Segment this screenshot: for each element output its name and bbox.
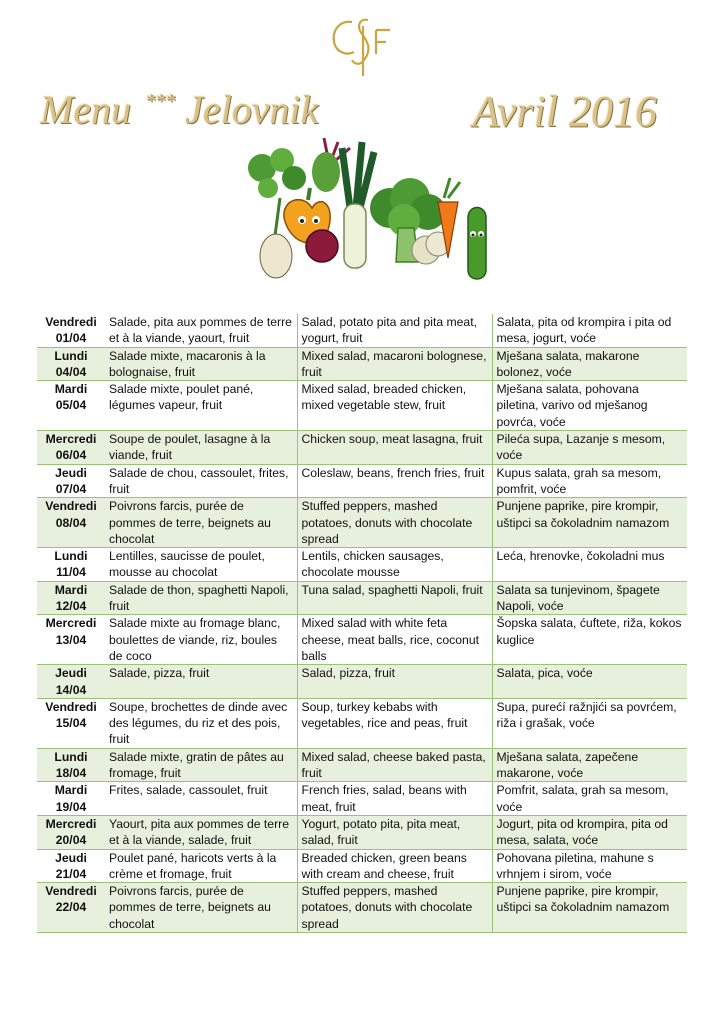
menu-date: 14/04 — [55, 682, 87, 697]
menu-date: 22/04 — [55, 900, 87, 915]
menu-bosnian: Punjene paprike, pire krompir, uštipci sa čokoladnim namazom — [492, 883, 687, 933]
menu-date: 01/04 — [55, 331, 87, 346]
menu-title — [40, 86, 318, 133]
menu-french: Lentilles, saucisse de poulet, mousse au chocolat — [105, 548, 297, 582]
menu-day-cell — [37, 431, 105, 465]
menu-row — [37, 381, 687, 431]
menu-bosnian: Mješana salata, zapečene makarone, voće — [492, 748, 687, 782]
menu-row — [37, 815, 687, 849]
menu-english: Lentils, chicken sausages, chocolate mousse — [297, 548, 492, 582]
menu-day-cell — [37, 381, 105, 431]
menu-date: 06/04 — [55, 448, 87, 463]
menu-french: Salade mixte, poulet pané, légumes vapeur, fruit — [105, 381, 297, 431]
menu-day: Vendredi — [45, 884, 97, 899]
menu-table-body — [37, 314, 687, 932]
menu-french: Salade mixte au fromage blanc, boulettes de viande, riz, boules de coco — [105, 615, 297, 665]
menu-date: 13/04 — [55, 632, 87, 647]
menu-date: 20/04 — [55, 833, 87, 848]
menu-english: Mixed salad, macaroni bolognese, fruit — [297, 347, 492, 381]
menu-french: Frites, salade, cassoulet, fruit — [105, 782, 297, 816]
menu-row — [37, 581, 687, 615]
menu-row — [37, 883, 687, 933]
menu-day: Vendredi — [45, 315, 97, 329]
menu-bosnian: Pileća supa, Lazanje s mesom, voće — [492, 431, 687, 465]
menu-french: Soupe de poulet, lasagne à la viande, fruit — [105, 431, 297, 465]
menu-french: Poulet pané, haricots verts à la crème et fromage, fruit — [105, 849, 297, 883]
menu-english: Stuffed peppers, mashed potatoes, donuts with chocolate spread — [297, 498, 492, 548]
menu-french: Poivrons farcis, purée de pommes de terre, beignets au chocolat — [105, 498, 297, 548]
menu-day-cell — [37, 548, 105, 582]
menu-date: 12/04 — [55, 599, 87, 614]
menu-day-cell — [37, 347, 105, 381]
menu-bosnian: Leća, hrenovke, čokoladni mus — [492, 548, 687, 582]
menu-row — [37, 782, 687, 816]
menu-french: Salade, pizza, fruit — [105, 665, 297, 699]
menu-bosnian: Kupus salata, grah sa mesom, pomfrit, voće — [492, 464, 687, 498]
title-jelovnik: Jelovnik — [185, 87, 319, 132]
menu-english: Salad, potato pita and pita meat, yogurt, fruit — [297, 314, 492, 347]
menu-day: Mardi — [54, 783, 88, 798]
menu-date: 07/04 — [55, 481, 87, 496]
menu-day-cell — [37, 314, 105, 347]
menu-date: 11/04 — [56, 565, 86, 580]
menu-english: Tuna salad, spaghetti Napoli, fruit — [297, 581, 492, 615]
menu-date: 21/04 — [55, 866, 87, 881]
menu-row — [37, 698, 687, 748]
menu-row — [37, 498, 687, 548]
month-title: Avril 2016 — [472, 87, 657, 136]
menu-bosnian: Salata, pica, voće — [492, 665, 687, 699]
menu-day: Mardi — [54, 382, 88, 397]
menu-day-cell — [37, 464, 105, 498]
menu-day: Mercredi — [45, 432, 97, 447]
menu-date: 19/04 — [55, 799, 87, 814]
logo-text: CSF — [318, 12, 320, 13]
menu-day-cell — [37, 815, 105, 849]
menu-english: Soup, turkey kebabs with vegetables, rice and peas, fruit — [297, 698, 492, 748]
title-menu: Menu — [40, 87, 132, 132]
menu-day-cell — [37, 849, 105, 883]
menu-day-cell — [37, 615, 105, 665]
menu-row — [37, 615, 687, 665]
vegetables-illustration — [232, 138, 500, 286]
menu-table — [37, 314, 687, 933]
menu-date: 18/04 — [55, 766, 87, 781]
menu-day: Lundi — [54, 549, 88, 564]
menu-bosnian: Jogurt, pita od krompira, pita od mesa, salata, voće — [492, 815, 687, 849]
menu-english: French fries, salad, beans with meat, fruit — [297, 782, 492, 816]
menu-english: Mixed salad, cheese baked pasta, fruit — [297, 748, 492, 782]
menu-date: 05/04 — [55, 398, 87, 413]
menu-english: Chicken soup, meat lasagna, fruit — [297, 431, 492, 465]
menu-day: Mercredi — [45, 816, 97, 831]
menu-french: Salade de thon, spaghetti Napoli, fruit — [105, 581, 297, 615]
menu-date: 04/04 — [55, 364, 87, 379]
menu-bosnian: Mješana salata, pohovana piletina, varivo od mješanog povrća, voće — [492, 381, 687, 431]
menu-bosnian: Pomfrit, salata, grah sa mesom, voće — [492, 782, 687, 816]
menu-day: Jeudi — [55, 850, 87, 865]
menu-bosnian: Pohovana piletina, mahune s vrhnjem i sirom, voće — [492, 849, 687, 883]
menu-day-cell — [37, 698, 105, 748]
menu-french: Salade de chou, cassoulet, frites, fruit — [105, 464, 297, 498]
menu-row — [37, 347, 687, 381]
menu-bosnian: Salata, pita od krompira i pita od mesa, jogurt, voće — [492, 314, 687, 347]
menu-day: Vendredi — [45, 499, 97, 514]
menu-day-cell — [37, 665, 105, 699]
menu-day: Jeudi — [55, 465, 87, 480]
title-stars: *** — [145, 90, 176, 112]
menu-day: Jeudi — [55, 666, 87, 681]
menu-day: Lundi — [54, 348, 88, 363]
menu-day: Mardi — [54, 582, 88, 597]
menu-row — [37, 314, 687, 347]
menu-day-cell — [37, 782, 105, 816]
menu-row — [37, 464, 687, 498]
menu-date: 15/04 — [55, 716, 87, 731]
menu-english: Coleslaw, beans, french fries, fruit — [297, 464, 492, 498]
menu-bosnian: Šopska salata, ćuftete, riža, kokos kuglice — [492, 615, 687, 665]
menu-day-cell — [37, 883, 105, 933]
logo-mark — [334, 20, 390, 76]
menu-day: Mercredi — [45, 616, 97, 631]
veg-leek — [342, 142, 374, 268]
menu-day-cell — [37, 498, 105, 548]
menu-row — [37, 431, 687, 465]
menu-french: Salade, pita aux pommes de terre et à la viande, yaourt, fruit — [105, 314, 297, 347]
menu-french: Yaourt, pita aux pommes de terre et à la viande, salade, fruit — [105, 815, 297, 849]
menu-bosnian: Mješana salata, makarone bolonez, voće — [492, 347, 687, 381]
menu-french: Poivrons farcis, purée de pommes de terre, beignets au chocolat — [105, 883, 297, 933]
menu-day-cell — [37, 748, 105, 782]
menu-row — [37, 665, 687, 699]
menu-english: Mixed salad with white feta cheese, meat balls, rice, coconut balls — [297, 615, 492, 665]
menu-bosnian: Salata sa tunjevinom, špagete Napoli, voće — [492, 581, 687, 615]
menu-row — [37, 748, 687, 782]
menu-bosnian: Supa, purećí ražnjići sa povrćem, riža i grašak, voće — [492, 698, 687, 748]
menu-english: Yogurt, potato pita, pita meat, salad, fruit — [297, 815, 492, 849]
menu-english: Mixed salad, breaded chicken, mixed vegetable stew, fruit — [297, 381, 492, 431]
menu-english: Stuffed peppers, mashed potatoes, donuts with chocolate spread — [297, 883, 492, 933]
menu-french: Salade mixte, macaronis à la bolognaise, fruit — [105, 347, 297, 381]
menu-row — [37, 849, 687, 883]
menu-french: Salade mixte, gratin de pâtes au fromage, fruit — [105, 748, 297, 782]
menu-day: Vendredi — [45, 699, 97, 714]
menu-english: Breaded chicken, green beans with cream and cheese, fruit — [297, 849, 492, 883]
csf-logo — [318, 12, 408, 82]
menu-french: Soupe, brochettes de dinde avec des légumes, du riz et des pois, fruit — [105, 698, 297, 748]
menu-day-cell — [37, 581, 105, 615]
menu-bosnian: Punjene paprike, pire krompir, uštipci sa čokoladnim namazom — [492, 498, 687, 548]
veg-cucumber — [468, 208, 486, 280]
menu-english: Salad, pizza, fruit — [297, 665, 492, 699]
menu-row — [37, 548, 687, 582]
menu-date: 08/04 — [55, 515, 87, 530]
menu-day: Lundi — [54, 749, 88, 764]
